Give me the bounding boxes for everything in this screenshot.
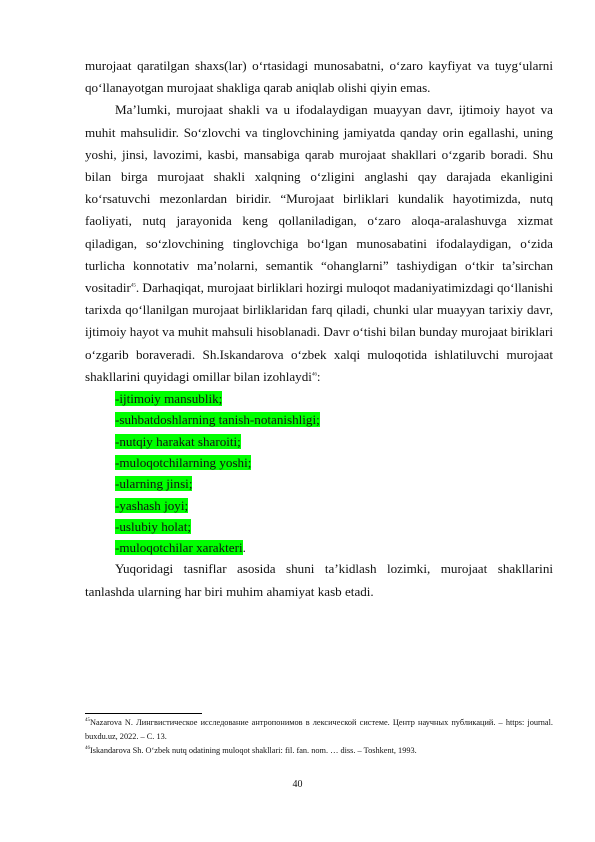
- page-body: [85, 55, 553, 603]
- footnote-divider: [85, 713, 202, 714]
- paragraph-2-text-a: Ma’lumki, murojaat shakli va u ifodalaydigan muayyan davr, ijtimoiy hayot va muhit mahsulidir. So‘zlovchi va tinglovchining jamiyatda qanday orin egallashi, uning yoshi, jinsi, lavozimi, kasbi, mansabiga qarab murojaat shakllari o‘zgarib boradi. Shu bilan birga murojaat shakli xalqning o‘zligini anglashi qay darajada ekanligini ko‘rsatuvchi mezonlardan biridir. “Murojaat birliklari kundalik hayotimizda, nutq faoliyati, nutq jarayonida keng qollaniladigan, o‘zaro aloqa-aralashuvga xizmat qiladigan, so‘zlovchining tinglovchiga bo‘lgan munosabatini ifodalaydigan, o‘zida turlicha konnotativ ma’nolarni, semantik “ohanglarni” tashiydigan o‘tkir ta’sirchan vositadir: [85, 102, 553, 296]
- paragraph-2-text-b: . Darhaqiqat, murojaat birliklari hozirgi muloqot madaniyatimizdagi qo‘llanishi tarixda qo‘llanilgan murojaat birliklaridan farq qiladi, chunki ular muayyan tarixiy davr, ijtimoiy hayot va muhit mahsuli hisoblanadi. Davr o‘tishi bilan bunday murojaat biriklari o‘zgarib boraveradi. Sh.Iskandarova o‘zbek xalqi muloqotida ishlatiluvchi murojaat shakllarini quyidagi omillar bilan izohlaydi: [85, 280, 553, 384]
- footnote-46: $^{46}$Iskandarova Sh. O‘zbek nutq odatining muloqot shakllari: fil. fan. nom. … diss. – Toshkent, 1993.: [85, 746, 417, 755]
- footnote-45: $^{45}$Nazarova N. Лингвистическое исследование антропонимов в лексической системе. Центр научных публикаций. – https: journal. buxdu.uz, 2022. – С. 13.: [85, 718, 553, 741]
- paragraph-2-text-c: :: [316, 368, 321, 384]
- footnotes: [85, 716, 553, 758]
- list-item: -yashash joyi;: [115, 497, 189, 513]
- list-item: -muloqotchilarning yoshi;: [115, 454, 252, 470]
- factors-list: [85, 388, 553, 558]
- page-number: 40: [292, 779, 303, 790]
- list-item: -suhbatdoshlarning tanish-notanishligi;: [115, 412, 320, 428]
- list-item: -ularning jinsi;: [115, 476, 193, 492]
- list-item: -ijtimoiy mansublik;: [115, 391, 223, 407]
- footnote-ref-46[interactable]: 46: [311, 372, 317, 378]
- paragraph-3: Yuqoridagi tasniflar asosida shuni ta’kidlash lozimki, murojaat shakllarini tanlashda ularning har biri muhim ahamiyat kasb etadi.: [85, 561, 553, 599]
- footnote-ref-45[interactable]: 45: [130, 283, 136, 289]
- list-item: -uslubiy holat;: [115, 518, 192, 534]
- list-item: -muloqotchilar xarakteri.: [115, 540, 246, 556]
- paragraph-2: [85, 99, 553, 388]
- list-item: -nutqiy harakat sharoiti;: [115, 433, 241, 449]
- paragraph-1: murojaat qaratilgan shaxs(lar) o‘rtasidagi munosabatni, o‘zaro kayfiyat va tuyg‘ularni qo‘llanayotgan murojaat shakliga qarab aniqlab olishi qiyin emas.: [85, 58, 553, 96]
